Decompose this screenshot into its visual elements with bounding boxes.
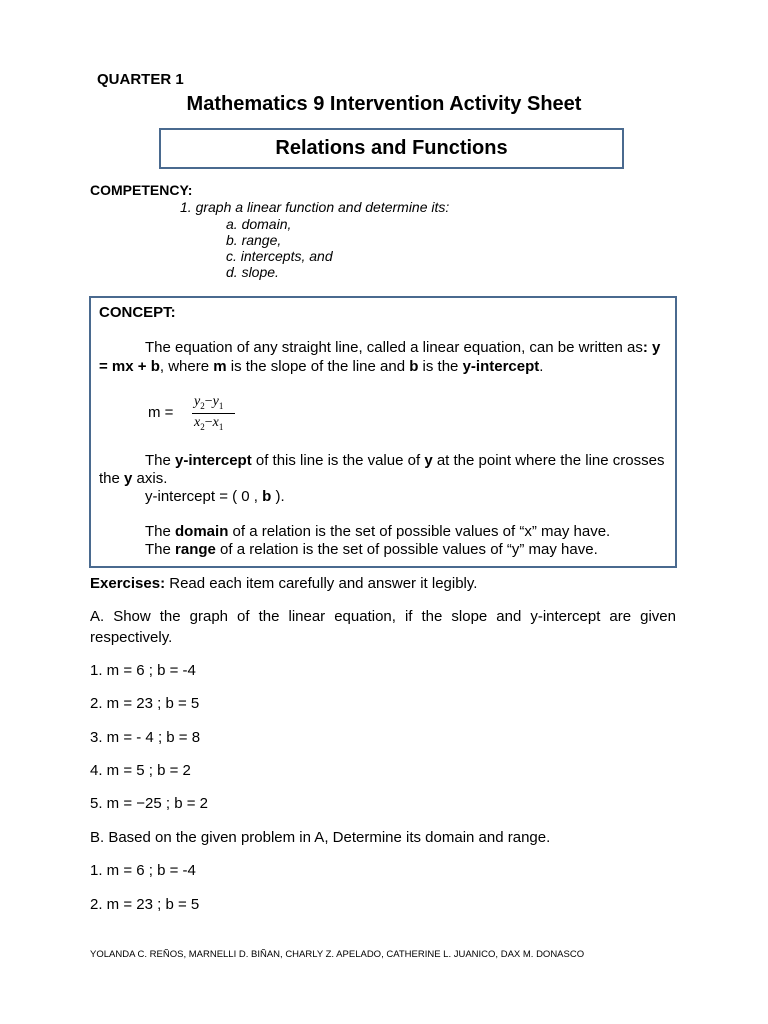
- competency-main: 1. graph a linear function and determine its:: [180, 199, 450, 215]
- part-b-heading: B. Based on the given problem in A, Determine its domain and range.: [90, 829, 551, 846]
- domain-definition: The domain of a relation is the set of possible values of “x” may have.: [145, 523, 611, 540]
- competency-item-intercepts: c. intercepts, and: [226, 248, 333, 264]
- part-a-heading-line2: respectively.: [90, 629, 173, 646]
- part-a-heading-line1: A. Show the graph of the linear equation, if the slope and y-intercept are given: [90, 608, 676, 625]
- range-definition: The range of a relation is the set of possible values of “y” may have.: [145, 541, 598, 558]
- slope-formula-denominator: $x_2-x_1$: [194, 415, 224, 432]
- slope-formula-fraction-bar: [192, 413, 235, 414]
- linear-equation-paragraph-line2: = mx + b, where m is the slope of the line and b is the y-intercept.: [99, 358, 544, 375]
- concept-label: CONCEPT:: [99, 304, 176, 321]
- y-intercept-paragraph-line2: the y axis.: [99, 470, 168, 487]
- y-intercept-formula: y-intercept = ( 0 , b ).: [145, 488, 285, 505]
- y-intercept-paragraph-line1: The y-intercept of this line is the value of y at the point where the line crosses: [145, 452, 665, 469]
- slope-formula-lhs: m =: [148, 404, 174, 421]
- topic-title-box: [159, 128, 624, 169]
- topic-title: Relations and Functions: [275, 137, 508, 159]
- part-a-item-4: 4. m = 5 ; b = 2: [90, 762, 191, 779]
- competency-item-range: b. range,: [226, 232, 282, 248]
- part-a-item-3: 3. m = - 4 ; b = 8: [90, 729, 201, 746]
- part-b-item-2: 2. m = 23 ; b = 5: [90, 896, 200, 913]
- competency-item-domain: a. domain,: [226, 216, 292, 232]
- document-title: Mathematics 9 Intervention Activity Sheet: [186, 93, 582, 115]
- part-a-item-5: 5. m = −25 ; b = 2: [90, 795, 208, 812]
- part-b-item-1: 1. m = 6 ; b = -4: [90, 862, 196, 879]
- exercises-instruction: Exercises: Read each item carefully and answer it legibly.: [90, 575, 478, 592]
- slope-formula-numerator: $y_2-y_1$: [194, 394, 224, 411]
- concept-box: [89, 296, 677, 568]
- competency-item-slope: d. slope.: [226, 264, 279, 280]
- authors-footer: YOLANDA C. REÑOS, MARNELLI D. BIÑAN, CHARLY Z. APELADO, CATHERINE L. JUANICO, DAX M. DONASCO: [90, 949, 585, 960]
- competency-label: COMPETENCY:: [90, 182, 193, 198]
- quarter-label: QUARTER 1: [97, 71, 184, 88]
- part-a-item-1: 1. m = 6 ; b = -4: [90, 662, 196, 679]
- part-a-item-2: 2. m = 23 ; b = 5: [90, 695, 200, 712]
- linear-equation-paragraph-line1: The equation of any straight line, called a linear equation, can be written as: y: [145, 339, 661, 356]
